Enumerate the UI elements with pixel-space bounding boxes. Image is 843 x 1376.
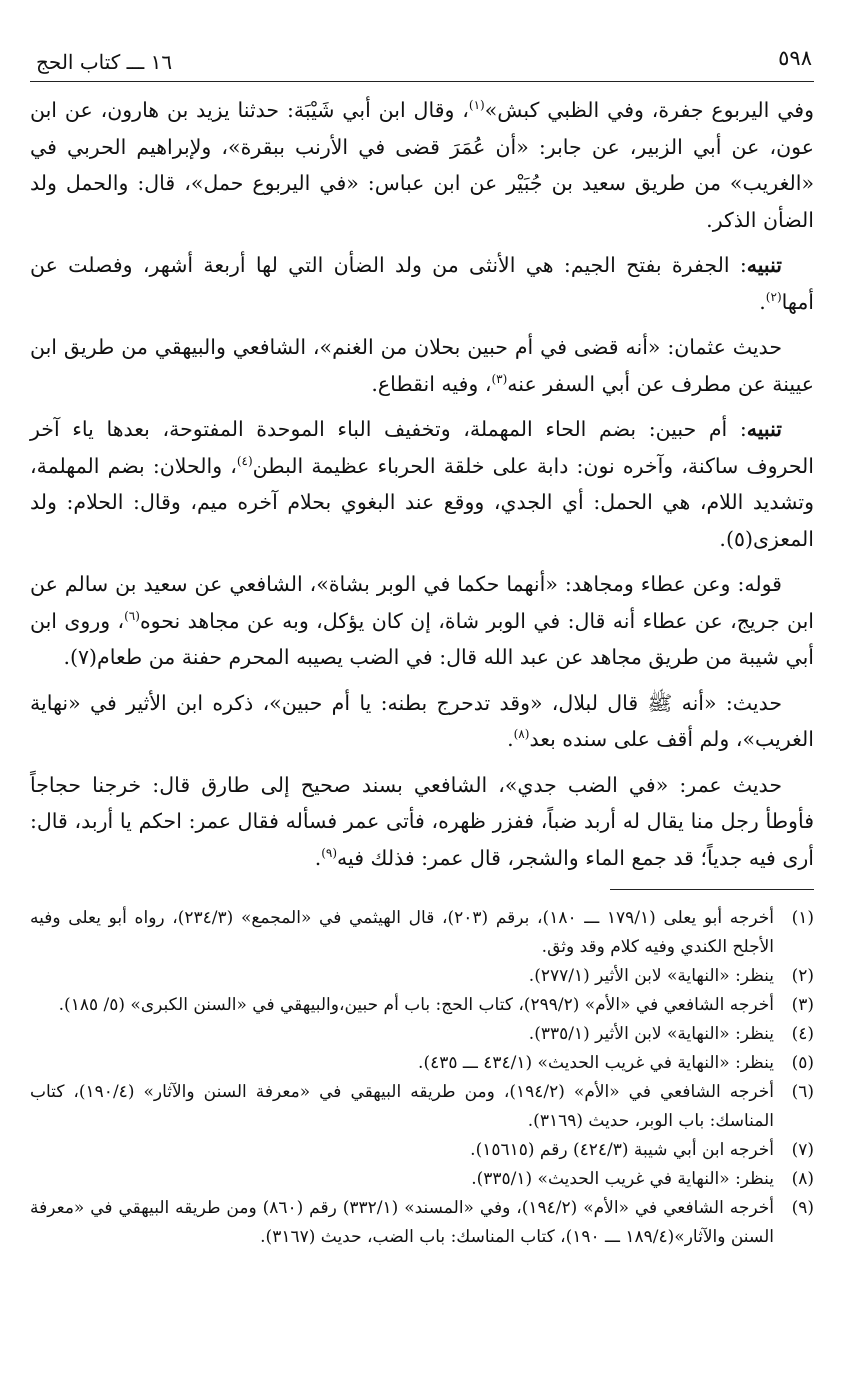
footnote [30,1078,814,1136]
footnote [30,1165,814,1194]
paragraph-2: تنبيه: الجفرة بفتح الجيم: هي الأنثى من ولد الضأن التي لها أربعة أشهر، وفصلت عن أمها$^{(٢)}$. [30,253,814,314]
paragraph-1: وفي اليربوع جفرة، وفي الظبي كبش»$^{(١)}$، وقال ابن أبي شَيْبَة: حدثنا يزيد بن هارون، عن ابن عون، عن أبي الزبير، عن جابر: «أن عُمَرَ قضى في الأرنب ببقرة»، ولإبراهيم الحربي في «الغريب» من طريق سعيد بن جُبَيْر عن ابن عباس: «في اليربوع حمل»، قال: والحمل ولد الضأن الذكر. [30,98,814,232]
book-page [30,40,814,1247]
footnotes-rule [610,889,814,890]
footnote [30,904,814,962]
footnote [30,1194,814,1252]
footnote-text: أخرجه أبو يعلى (١٧٩/١ ـــ ١٨٠)، برقم (٢٠٣)، قال الهيثمي في «المجمع» (٢٣٤/٣)، رواه أبو يعلى وفيه الأجلح الكندي وفيه كلام وقد وثق. [30,908,775,957]
footnote-text: ينظر: «النهاية في غريب الحديث» (٤٣٤/١ ـــ ٤٣٥). [418,1053,774,1073]
paragraph-3: حديث عثمان: «أنه قضى في أم حبين بحلان من الغنم»، الشافعي والبيهقي من طريق ابن عيينة عن مطرف عن أبي السفر عنه$^{(٣)}$، وفيه انقطاع. [30,335,814,396]
footnote [30,991,814,1020]
footnote-number: (٥) [791,1053,814,1073]
paragraph-6: حديث: «أنه ﷺ قال لبلال، «وقد تدحرج بطنه: يا أم حبين»، ذكره ابن الأثير في «نهاية الغريب»، ولم أقف على سنده بعد$^{(٨)}$. [30,690,814,751]
note-label: تنبيه [746,253,782,277]
footnote-ref: (٦) [124,608,140,623]
footnote [30,1049,814,1078]
footnote [30,962,814,991]
footnote-number: (٣) [791,995,814,1015]
footnote-ref: (٤) [236,453,253,468]
footnote-number: (٩) [791,1198,814,1218]
footnote-ref: (١) [468,98,485,113]
footnote [30,1020,814,1049]
footnote-number: (٤) [791,1024,814,1044]
page-number: ٥٩٨ [778,46,812,70]
footnote-text: أخرجه الشافعي في «الأم» (١٩٤/٢)، وفي «المسند» (٣٣٢/١) رقم (٨٦٠) ومن طريقه البيهقي في «معرفة السنن والآثار»(١٨٩/٤ ـــ ١٩٠)، كتاب المناسك: باب الضب، حديث (٣١٦٧). [30,1198,774,1247]
footnote-text: ينظر: «النهاية في غريب الحديث» (٣٣٥/١). [471,1169,774,1189]
note-label: تنبيه [746,417,782,441]
footnote-ref: (٣) [491,371,508,386]
paragraph-7: حديث عمر: «في الضب جدي»، الشافعي بسند صحيح إلى طارق قال: خرجنا حجاجاً فأوطأ رجل منا يقال له أربد ضباً، ففزر ظهره، فأتى عمر فسأله فقال عمر: احكم يا أربد، قال: أرى فيه جدياً؛ قد جمع الماء والشجر، قال عمر: فذلك فيه$^{(٩)}$. [30,772,814,870]
page-header [30,40,814,74]
footnotes [30,904,814,1252]
footnote-number: (٧) [791,1140,814,1160]
header-rule [30,81,814,82]
footnote-number: (١) [791,908,814,928]
footnote-ref: (٨) [513,727,530,742]
footnote [30,1136,814,1165]
footnote-number: (٢) [791,966,814,986]
footnote-text: ينظر: «النهاية» لابن الأثير (٢٧٧/١). [528,966,774,986]
footnote-text: أخرجه الشافعي في «الأم» (١٩٤/٢)، ومن طريقه البيهقي في «معرفة السنن والآثار» (١٩٠/٤)، كتاب المناسك: باب الوبر، حديث (٣١٦٩). [30,1082,774,1131]
paragraph-4: تنبيه: أم حبين: بضم الحاء المهملة، وتخفيف الباء الموحدة المفتوحة، بعدها ياء آخر الحروف ساكنة، وآخره نون: دابة على خلقة الحرباء عظيمة البطن$^{(٤)}$، والحلان: بضم المهلمة، وتشديد اللام، هي الحمل: أي الجدي، ووقع عند البغوي بحلام آخره ميم، وقال: الحلام: ولد المعزى(٥). [30,417,814,551]
main-text [30,92,814,885]
footnote-text: ينظر: «النهاية» لابن الأثير (٣٣٥/١). [528,1024,774,1044]
footnote-ref: (٢) [765,289,782,304]
footnote-text: أخرجه ابن أبي شيبة (٤٢٤/٣) رقم (١٥٦١٥). [470,1140,774,1160]
footnote-text: أخرجه الشافعي في «الأم» (٢٩٩/٢)، كتاب الحج: باب أم حبين،والبيهقي في «السنن الكبرى» (٥/ ١٨٥). [58,995,774,1015]
running-title: ١٦ ـــ كتاب الحج [36,50,173,74]
footnote-ref: (٩) [321,845,338,860]
footnote-number: (٦) [791,1082,814,1102]
paragraph-5: قوله: وعن عطاء ومجاهد: «أنهما حكما في الوبر بشاة»، الشافعي عن سعيد بن سالم عن ابن جريج، عن عطاء أنه قال: في الوبر شاة، إن كان يؤكل، وبه عن مجاهد نحوه$^{(٦)}$، وروى ابن أبي شيبة من طريق مجاهد عن عبد الله قال: في الضب يصيبه المحرم حفنة من طعام(٧). [30,572,814,669]
footnote-number: (٨) [791,1169,814,1189]
